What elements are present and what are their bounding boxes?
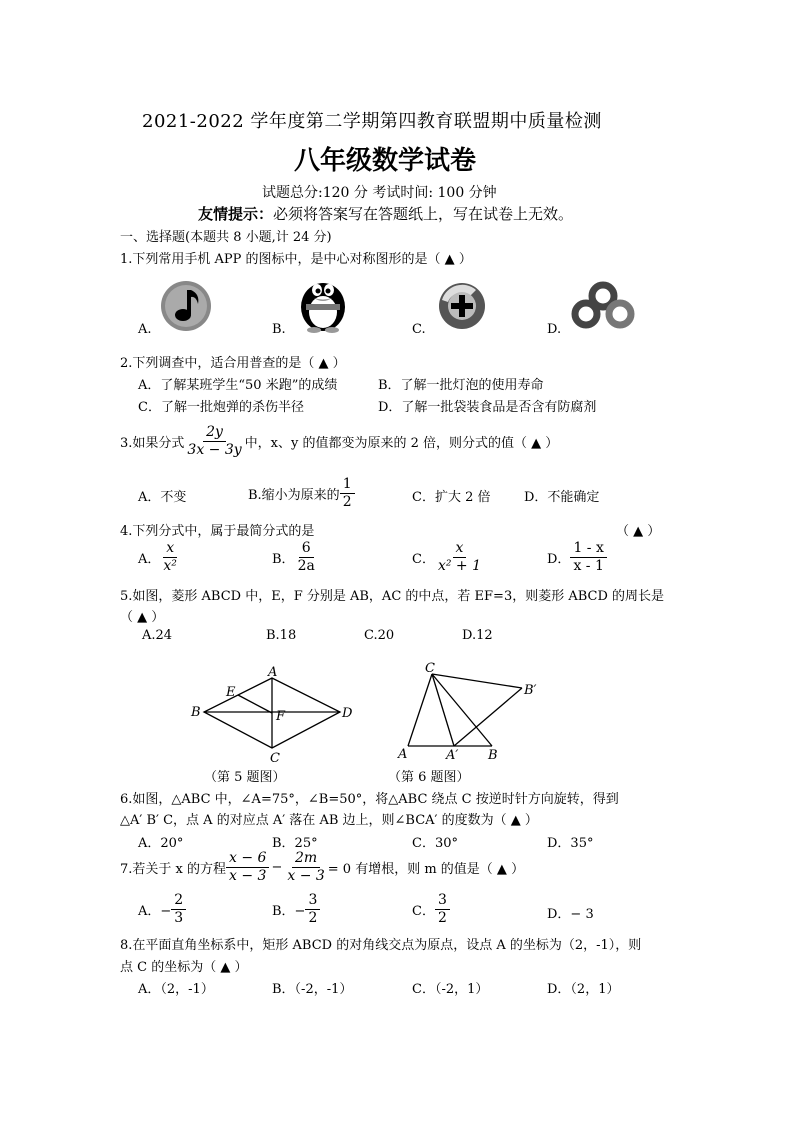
q7-stem [120,850,524,885]
q2-option-c: C．了解一批炮弹的杀伤半径 [138,400,304,415]
fig5-label-e: E [226,685,236,700]
q4-answer-mark: （ ▲ ） [616,524,661,539]
q4-b-fraction [295,540,318,575]
q4-c-fraction [435,540,484,575]
q1-stem: 1.下列常用手机 APP 的图标中，是中心对称图形的是（ ▲ ） [120,252,472,267]
q3-frac-den: 3x − 3y [187,442,242,458]
section-heading: 一、选择题(本题共 8 小题,计 24 分) [120,230,332,245]
q8-option-c: C．（-2，1） [412,982,489,997]
q4-d-fraction [570,540,606,575]
q7-b-den: 2 [308,910,318,926]
q5-option-d: D.12 [462,628,493,643]
fig6-label-a-prime: A′ [446,748,459,763]
q7-stem-pre: 7.若关于 x 的方程 [120,862,226,877]
q4-c-den: x² + 1 [437,558,481,574]
q1-option-d: D. [547,322,562,337]
q7-option-c [412,892,450,927]
q2-option-d: D．了解一批袋装食品是否含有防腐剂 [378,400,597,415]
q7-b-fraction [305,892,320,927]
q3-option-c: C．扩大 2 倍 [412,490,491,505]
q6-stem-line1: 6.如图，△ABC 中，∠A=75°，∠B=50°，将△ABC 绕点 C 按逆时针方向旋转，得到 [120,792,619,807]
rhombus-figure [186,664,366,764]
fig5-label-c: C [270,751,280,766]
fig6-label-b: B [488,748,498,763]
q5-option-c: C.20 [364,628,395,643]
q4-a-label: A． [138,552,161,567]
q7-fraction-1 [226,850,269,885]
q8-stem-line1: 8.在平面直角坐标系中，矩形 ABCD 的对角线交点为原点，设点 A 的坐标为（2，-1），则 [120,938,642,953]
q1-option-b: B. [272,322,286,337]
q4-option-d [547,540,607,575]
q8-stem-line2: 点 C 的坐标为（ ▲ ） [120,960,248,975]
fig5-label-d: D [342,706,353,721]
q8-option-b: B．（-2，-1） [272,982,353,997]
q7-b-num: 3 [305,892,320,910]
fig6-caption: （第 6 题图） [388,770,470,785]
q3-option-b-text: B.缩小为原来的 [248,488,340,503]
q4-d-label: D． [547,552,571,567]
q3-option-a: A．不变 [138,490,187,505]
q5-option-b: B.18 [266,628,297,643]
friendly-tip [198,203,573,224]
q4-option-b [272,540,318,575]
plus-app-icon [436,282,488,332]
q6-option-b: B．25° [272,836,318,851]
q4-option-c [412,540,484,575]
q6-option-a: A．20° [138,836,184,851]
q7-f2-den: x − 3 [287,868,325,884]
q7-fraction-2 [284,850,327,885]
q8-option-a: A．（2，-1） [138,982,214,997]
q2-stem: 2.下列调查中，适合用普查的是（ ▲ ） [120,356,346,371]
q2-option-b: B．了解一批灯泡的使用寿命 [378,378,544,393]
q7-a-num: 2 [171,892,186,910]
q4-a-den: x² [163,558,177,574]
q8-option-d: D．（2，1） [547,982,620,997]
q4-b-label: B． [272,552,295,567]
q4-d-den: x - 1 [573,558,604,574]
q4-c-num: x [453,540,467,558]
fig5-label-b: B [191,705,201,720]
q3-stem [120,424,558,459]
q7-a-label: A．− [138,904,172,919]
fig6-label-c: C [425,661,435,676]
q4-d-num: 1 - x [570,540,606,558]
music-app-icon [160,280,212,332]
q7-c-label: C． [412,904,435,919]
q3-stem-post: 中，x、y 的值都变为原来的 2 倍，则分式的值（ ▲ ） [244,436,559,451]
page-title: 八年级数学试卷 [294,146,477,176]
q7-option-a [138,892,186,927]
exam-info: 试题总分:120 分 考试时间: 100 分钟 [262,185,497,201]
q4-option-a [138,540,180,575]
q4-a-fraction [160,540,180,575]
q7-f1-den: x − 3 [229,868,267,884]
fig5-caption: （第 5 题图） [204,770,286,785]
q6-option-c: C．30° [412,836,458,851]
q7-a-fraction [171,892,186,927]
q1-option-a: A. [138,322,152,337]
q6-stem-line2: △A′ B′ C，点 A 的对应点 A′ 落在 AB 边上，则∠BCA′ 的度数为（ ▲ ） [120,813,538,828]
q7-c-fraction [435,892,450,927]
triangle-rotation-figure [392,660,552,764]
q5-stem: 5.如图，菱形 ABCD 中，E，F 分别是 AB，AC 的中点，若 EF=3，则菱形 ABCD 的周长是 [120,589,665,604]
q7-b-label: B．− [272,904,306,919]
q7-c-num: 3 [435,892,450,910]
q3-frac-num: 2y [203,424,226,442]
q4-c-label: C． [412,552,435,567]
q4-b-num: 6 [299,540,314,558]
q3-stem-pre: 3.如果分式 [120,436,185,451]
q2-option-a: A．了解某班学生“50 米跑”的成绩 [138,378,338,393]
q4-b-den: 2a [297,558,315,574]
fig5-label-a: A [268,665,278,680]
q5-option-a: A.24 [142,628,173,643]
tip-label: 友情提示： [198,205,274,223]
q7-a-den: 3 [174,910,184,926]
fig6-label-a: A [398,747,408,762]
exam-header-line: 2021-2022 学年度第二学期第四教育联盟期中质量检测 [142,111,602,132]
q3-option-d: D．不能确定 [524,490,600,505]
fig5-label-f: F [276,709,286,724]
q7-stem-post: = 0 有增根，则 m 的值是（ ▲ ） [327,862,525,877]
q7-option-b [272,892,320,927]
tip-text: 必须将答案写在答题纸上，写在试卷上无效。 [273,205,574,223]
q5-answer-mark: （ ▲ ） [120,610,165,625]
q7-c-den: 2 [437,910,447,926]
q7-option-d: D．− 3 [547,907,594,922]
q1-option-c: C. [412,322,426,337]
q3-fraction [184,424,244,459]
q3-option-b-fraction [340,476,355,511]
q3-b-num: 1 [340,476,355,494]
q6-option-d: D．35° [547,836,594,851]
q4-stem: 4.下列分式中，属于最简分式的是 [120,524,315,539]
q3-option-b [248,476,355,511]
q7-f2-num: 2m [292,850,320,868]
fig6-label-b-prime: B′ [524,683,537,698]
qq-penguin-icon [296,272,350,332]
q7-minus: − [271,860,283,875]
q4-a-num: x [163,540,177,558]
cloud-rings-icon [570,282,636,332]
q3-b-den: 2 [342,494,352,510]
q7-f1-num: x − 6 [226,850,269,868]
